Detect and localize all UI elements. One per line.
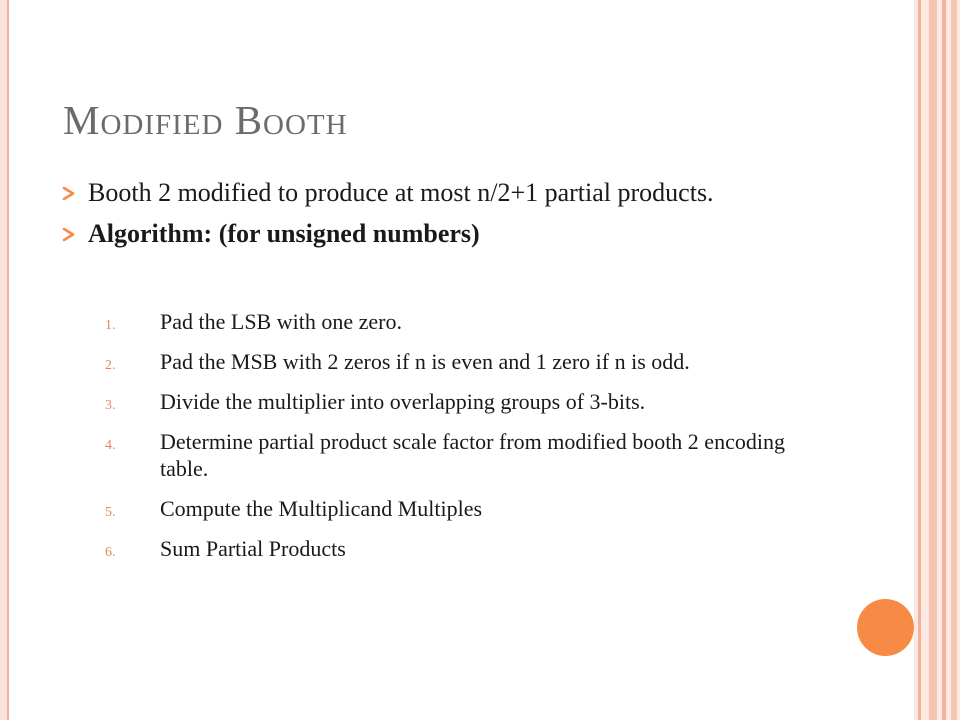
list-item bbox=[105, 495, 825, 522]
step-number: 6. bbox=[105, 545, 116, 560]
bullet-text: Booth 2 modified to produce at most n/2+1 partial products. bbox=[88, 178, 714, 207]
step-number: 4. bbox=[105, 438, 116, 453]
list-item bbox=[105, 535, 825, 562]
orange-arrow-bullet-icon bbox=[62, 227, 76, 242]
frame-stripe bbox=[942, 0, 946, 720]
frame-stripe bbox=[918, 0, 921, 720]
frame-stripe bbox=[951, 0, 957, 720]
orange-arrow-bullet-icon bbox=[62, 186, 76, 201]
list-item bbox=[105, 308, 825, 335]
bullet-list bbox=[62, 176, 822, 250]
algorithm-steps-list bbox=[105, 308, 825, 575]
step-text: Determine partial product scale factor from modified booth 2 encoding table. bbox=[160, 429, 785, 481]
step-number: 1. bbox=[105, 318, 116, 333]
bullet-item bbox=[62, 176, 822, 209]
slide-title: Modified Booth bbox=[63, 97, 348, 143]
orange-circle-decoration bbox=[857, 599, 914, 656]
bullet-item bbox=[62, 217, 822, 250]
step-text: Divide the multiplier into overlapping groups of 3-bits. bbox=[160, 389, 646, 414]
bullet-text: Algorithm: (for unsigned numbers) bbox=[88, 219, 480, 248]
right-frame-border bbox=[914, 0, 960, 720]
frame-stripe bbox=[929, 0, 937, 720]
step-number: 2. bbox=[105, 358, 116, 373]
step-text: Pad the MSB with 2 zeros if n is even and 1 zero if n is odd. bbox=[160, 349, 690, 374]
list-item bbox=[105, 388, 825, 415]
left-frame-border bbox=[0, 0, 9, 720]
step-text: Compute the Multiplicand Multiples bbox=[160, 496, 483, 521]
step-text: Sum Partial Products bbox=[160, 536, 346, 561]
step-text: Pad the LSB with one zero. bbox=[160, 309, 402, 334]
list-item bbox=[105, 348, 825, 375]
list-item bbox=[105, 428, 825, 482]
step-number: 5. bbox=[105, 505, 116, 520]
step-number: 3. bbox=[105, 398, 116, 413]
